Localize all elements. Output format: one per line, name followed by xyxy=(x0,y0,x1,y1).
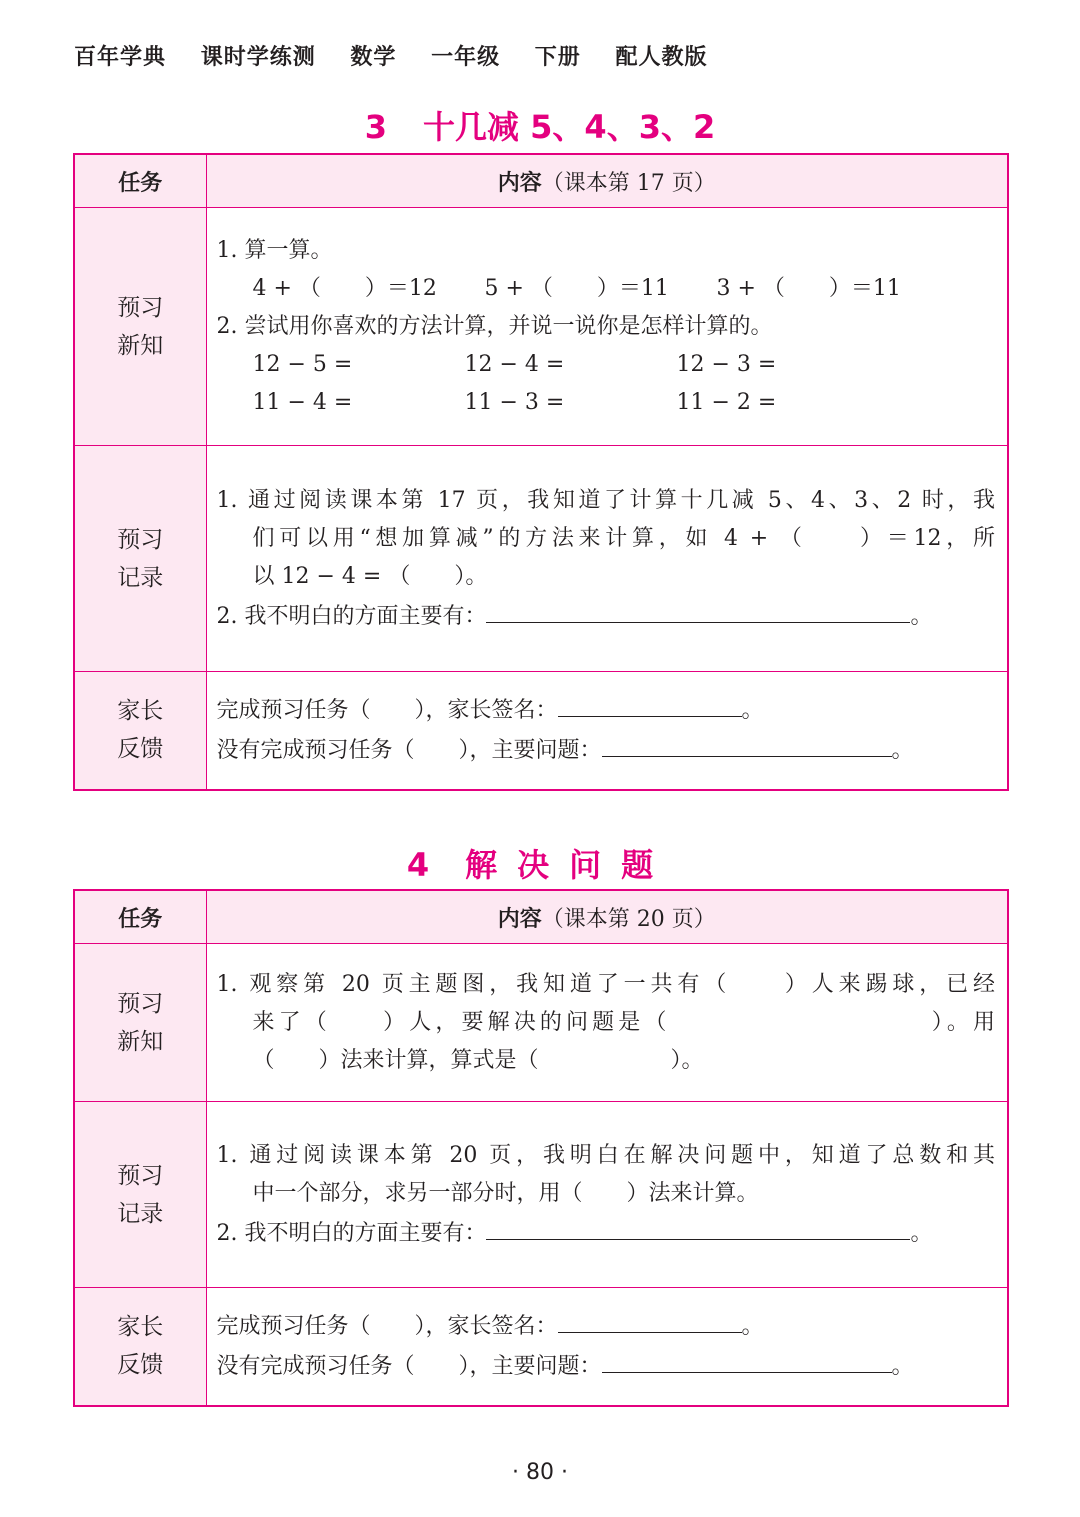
question-text: （ ）法来计算，算式是（ ）。 xyxy=(252,1047,704,1073)
fill-blank-item[interactable]: 5 + （ ）＝11 xyxy=(484,275,669,301)
row-content xyxy=(206,208,1008,446)
header-item: 一年级 xyxy=(431,45,501,70)
feedback-text: 没有完成预习任务（ ），主要问题： xyxy=(216,1354,602,1380)
equation-item[interactable]: 11 − 4 = xyxy=(252,389,353,415)
feedback-line xyxy=(217,1306,996,1346)
row-label-line: 新知 xyxy=(117,1028,164,1055)
period: 。 xyxy=(741,698,764,724)
row-label-line: 预习 xyxy=(117,1162,164,1189)
fill-blank-item[interactable]: 3 + （ ）＝11 xyxy=(716,275,901,301)
col-content-header xyxy=(206,154,1008,208)
running-header xyxy=(74,40,733,71)
table-row xyxy=(74,208,1008,446)
equation-item[interactable]: 12 − 4 = xyxy=(464,351,565,377)
page-number: · 80 · xyxy=(512,1460,568,1485)
period: 。 xyxy=(910,603,933,629)
header-item: 课时学练测 xyxy=(200,45,316,70)
header-item: 下册 xyxy=(534,45,581,70)
period: 。 xyxy=(891,1354,914,1380)
row-label-line: 新知 xyxy=(117,332,164,359)
row-label-line: 反馈 xyxy=(117,1352,164,1379)
section-number: 3 xyxy=(364,108,388,146)
record-text: 2. 我不明白的方面主要有： xyxy=(216,603,487,629)
table-row xyxy=(74,672,1008,790)
row-label-line: 预习 xyxy=(117,294,164,321)
row-label-line: 记录 xyxy=(117,1200,164,1227)
row-content xyxy=(206,672,1008,790)
row-label xyxy=(74,672,206,790)
section-name: 十几减 5、4、3、2 xyxy=(423,108,716,146)
section-number: 4 xyxy=(406,846,430,884)
row-label xyxy=(74,1288,206,1406)
feedback-text: 完成预习任务（ ），家长签名： xyxy=(216,1314,558,1340)
equation-item[interactable]: 11 − 3 = xyxy=(464,389,565,415)
row-label xyxy=(74,208,206,446)
section-name: 解决问题 xyxy=(465,846,674,884)
record-text: 们可以用“想加算减”的方法来计算，如 4 + （ ）＝12，所 xyxy=(252,525,995,551)
record-question xyxy=(217,1213,996,1253)
period: 。 xyxy=(910,1220,933,1246)
question-text: 1. 观察第 20 页主题图，我知道了一共有（ ）人来踢球，已经 xyxy=(216,971,995,997)
col-content-ref: （课本第 20 页） xyxy=(541,906,716,932)
row-label-line: 预习 xyxy=(117,990,164,1017)
row-label-line: 家长 xyxy=(117,1314,164,1341)
record-text: 中一个部分，求另一部分时，用（ ）法来计算。 xyxy=(252,1180,759,1206)
question-items xyxy=(217,270,996,308)
record-text: 1. 通过阅读课本第 20 页，我明白在解决问题中，知道了总数和其 xyxy=(216,1142,995,1168)
header-item: 百年学典 xyxy=(74,45,167,70)
table-header-row xyxy=(74,890,1008,944)
record-text: 以 12 − 4 = （ ）。 xyxy=(252,563,488,589)
row-label xyxy=(74,446,206,672)
problem-blank[interactable] xyxy=(602,730,892,757)
col-content-header xyxy=(206,890,1008,944)
task-table xyxy=(73,889,1009,1407)
question-text: 2. 尝试用你喜欢的方法计算，并说一说你是怎样计算的。 xyxy=(216,313,773,339)
period: 。 xyxy=(741,1314,764,1340)
row-label xyxy=(74,1102,206,1288)
feedback-line xyxy=(217,690,996,730)
table-row xyxy=(74,944,1008,1102)
question-items xyxy=(217,384,996,422)
col-task-header: 任务 xyxy=(74,890,206,944)
row-label-line: 预习 xyxy=(117,526,164,553)
answer-blank[interactable] xyxy=(486,596,910,623)
question-items xyxy=(217,346,996,384)
row-label-line: 反馈 xyxy=(117,736,164,763)
row-content xyxy=(206,944,1008,1102)
feedback-line xyxy=(217,1346,996,1386)
table-row xyxy=(74,1102,1008,1288)
question-text: 1. 算一算。 xyxy=(216,237,333,263)
record-text: 2. 我不明白的方面主要有： xyxy=(216,1220,487,1246)
row-content xyxy=(206,1288,1008,1406)
feedback-text: 完成预习任务（ ），家长签名： xyxy=(216,698,558,724)
feedback-line xyxy=(217,730,996,770)
table-row xyxy=(74,446,1008,672)
signature-blank[interactable] xyxy=(558,690,742,717)
period: 。 xyxy=(891,738,914,764)
answer-blank[interactable] xyxy=(486,1213,910,1240)
row-content xyxy=(206,446,1008,672)
equation-item[interactable]: 11 − 2 = xyxy=(676,389,777,415)
record-question xyxy=(217,596,996,636)
equation-item[interactable]: 12 − 3 = xyxy=(676,351,777,377)
row-label-line: 家长 xyxy=(117,698,164,725)
row-label-line: 记录 xyxy=(117,564,164,591)
header-item: 数学 xyxy=(350,45,397,70)
fill-blank-item[interactable]: 4 + （ ）＝12 xyxy=(252,275,437,301)
header-item: 配人教版 xyxy=(615,45,708,70)
section-title xyxy=(0,102,1080,148)
table-row xyxy=(74,1288,1008,1406)
col-content-ref: （课本第 17 页） xyxy=(541,170,716,196)
task-table xyxy=(73,153,1009,791)
signature-blank[interactable] xyxy=(558,1306,742,1333)
equation-item[interactable]: 12 − 5 = xyxy=(252,351,353,377)
row-label xyxy=(74,944,206,1102)
row-content xyxy=(206,1102,1008,1288)
problem-blank[interactable] xyxy=(602,1346,892,1373)
record-text: 1. 通过阅读课本第 17 页，我知道了计算十几减 5、4、3、2 时，我 xyxy=(216,487,995,513)
col-task-header: 任务 xyxy=(74,154,206,208)
col-content-label: 内容 xyxy=(497,906,542,932)
table-header-row xyxy=(74,154,1008,208)
question-text: 来了（ ）人，要解决的问题是（ ）。用 xyxy=(252,1009,995,1035)
section-title xyxy=(0,840,1080,886)
col-content-label: 内容 xyxy=(497,170,542,196)
feedback-text: 没有完成预习任务（ ），主要问题： xyxy=(216,738,602,764)
